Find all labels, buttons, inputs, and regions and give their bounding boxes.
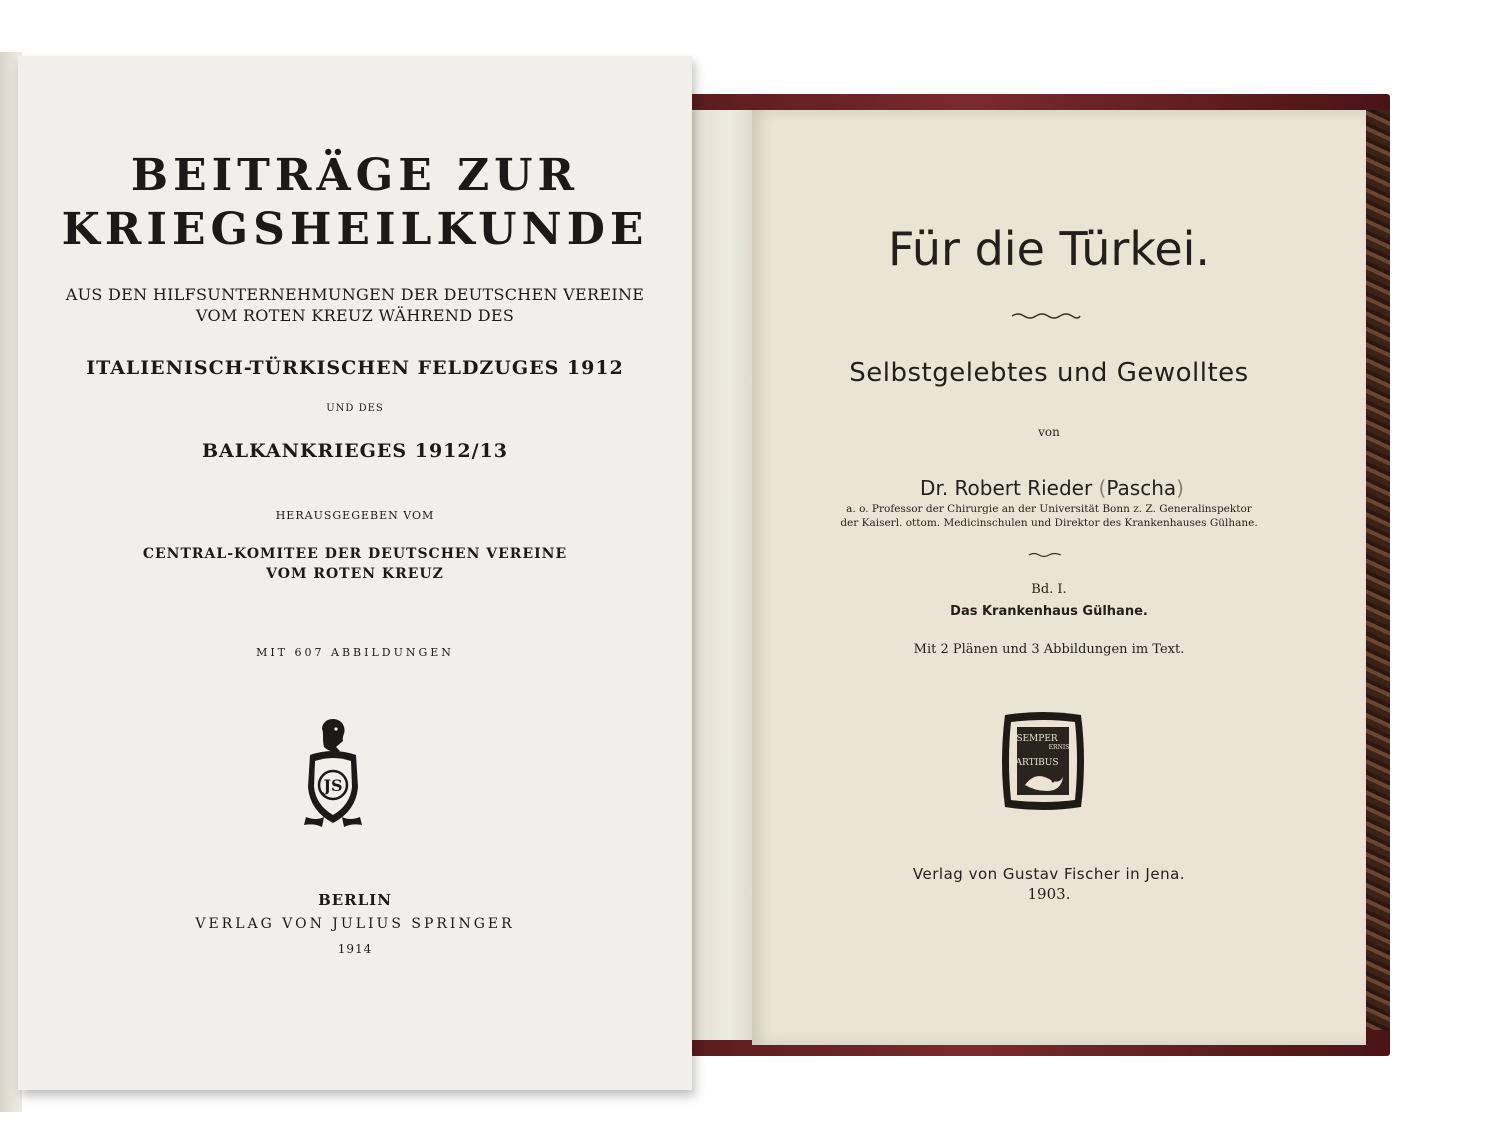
right-author-name: Dr. Robert Rieder — [920, 476, 1093, 500]
printer-mark-word-1: SEMPER — [1016, 734, 1058, 744]
right-author-desc-line-1: a. o. Professor der Chirurgie an der Universität Bonn z. Z. Generalinspektor — [846, 503, 1252, 515]
printer-mark-word-2: ERNIS — [1048, 744, 1070, 751]
right-volume: Bd. I. — [1031, 582, 1067, 597]
left-herausgegeben: HERAUSGEGEBEN VOM — [275, 509, 435, 522]
left-title-line-2: KRIEGSHEILKUNDE — [61, 204, 649, 255]
right-von: von — [1038, 425, 1060, 439]
springer-logo-monogram: JS — [323, 776, 343, 795]
left-campaign-heading: ITALIENISCH-TÜRKISCHEN FELDZUGES 1912 — [86, 357, 624, 379]
left-title-line-1: BEITRÄGE ZUR — [130, 150, 580, 201]
left-subtitle-line-1: AUS DEN HILFSUNTERNEHMUNGEN DER DEUTSCHEN VEREINE — [65, 285, 645, 304]
springer-knight-emblem-icon — [302, 717, 364, 829]
left-abbildungen: MIT 607 ABBILDUNGEN — [256, 646, 454, 659]
left-city: BERLIN — [318, 891, 392, 909]
left-committee-line-2: VOM ROTEN KREUZ — [266, 566, 444, 582]
semper-ars-printer-mark-icon — [999, 711, 1087, 811]
right-year: 1903. — [1027, 885, 1071, 903]
right-ornament-divider-1 — [1010, 311, 1082, 321]
right-illustrations: Mit 2 Plänen und 3 Abbildungen im Text. — [913, 642, 1185, 657]
right-author-desc-line-2: der Kaiserl. ottom. Medicinschulen und Direktor des Krankenhauses Gülhane. — [840, 517, 1258, 529]
right-title: Für die Türkei. — [887, 222, 1211, 276]
right-subtitle: Selbstgelebtes und Gewolltes — [849, 358, 1249, 388]
right-ornament-divider-2 — [1027, 551, 1063, 559]
left-subtitle-line-2: VOM ROTEN KREUZ WÄHREND DES — [195, 306, 515, 325]
left-year: 1914 — [337, 942, 373, 956]
right-author-title: Pascha — [1106, 476, 1177, 500]
right-author-line: Dr. Robert Rieder (Pascha) — [920, 476, 1184, 500]
left-committee-line-1: CENTRAL-KOMITEE DER DEUTSCHEN VEREINE — [142, 546, 568, 562]
left-publisher: VERLAG VON JULIUS SPRINGER — [195, 916, 515, 932]
left-balkan-heading: BALKANKRIEGES 1912/13 — [202, 440, 508, 462]
printer-mark-word-3: ARTIBUS — [1015, 758, 1059, 768]
left-und-des: UND DES — [326, 403, 384, 414]
right-publisher: Verlag von Gustav Fischer in Jena. — [912, 865, 1186, 883]
right-volume-title: Das Krankenhaus Gülhane. — [950, 604, 1148, 619]
